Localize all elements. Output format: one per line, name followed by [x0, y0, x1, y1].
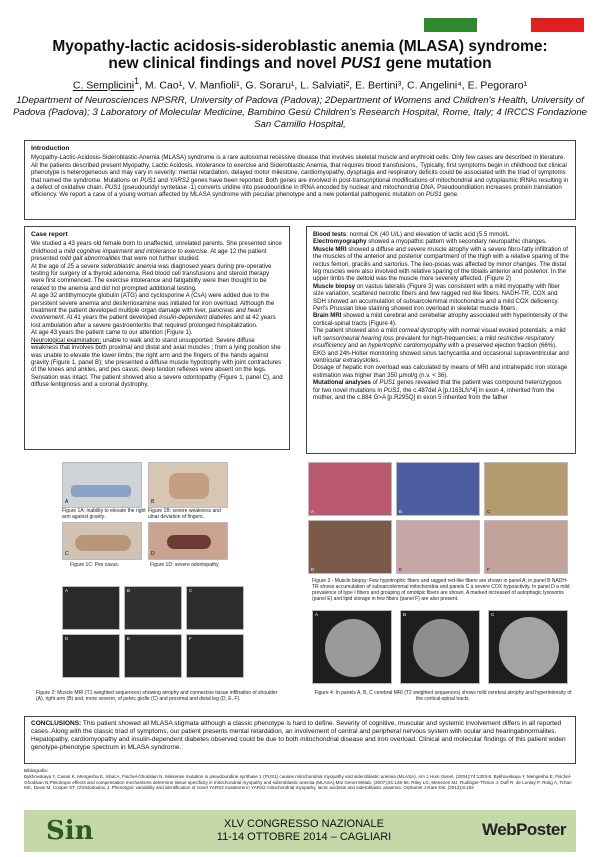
webposter-logo: WebPoster [482, 820, 566, 839]
brain-mri-panel-a: A [312, 610, 392, 684]
brain-mri-panel-c: C [488, 610, 568, 684]
figure-1d-caption: Figure 1D: severe odontopathy [150, 562, 219, 568]
biopsy-panel-c: C [484, 462, 568, 516]
figure-4-caption: Figure 4: In panels A, B, C cerebral MRI (T2 weighted sequences) shows mild cerebral atrophy and hyperintensity of the cortical-spinal tracts. [314, 690, 572, 702]
affiliations: 1Department of Neurosciences NPSRR, University of Padova (Padova); 2Department of Womens and Children's Health, University of Padova (Padova); 3 Laboratory of Molecular Medicine, Bambino Gesù Children's Research Hospital, Rome, Italy; 4 IRCCS Fondazione San Camillo Hospital, [12, 95, 587, 130]
figure-1c-caption: Figure 1C: Pes cavus. [70, 562, 120, 568]
case-report-section: Case report We studied a 43 years old female born to unaffected, unrelated parents. She presented since childhood a mild cognitive impairment and intolerance to exercise. At age 12 the patient presented mild gait abnormalities that were not further studied. At the age of 25 a severe sideroblastic anemia was diagnosed years during pre-operative testing for surgery of a thyroid adenoma. Red blood cell transfusions and steroid therapy were first commenced. The exercise intolerance and fatigability were then thought to be related to the anemia and did not prompted additional testing. At age 32 antithymocyte globulin (ATG) and cyclosporine A (CsA) were added due to the persistent severe anemia and desferrioxamine was initiated for iron overload. Although the treatment the patient developed multiple organ damage with liver, pancreas and heart involvement. At 41 years the patient developed insulin-dependent diabetes and at 42 years lost ambulation after a severe gastroenteritis that required prolonged hospitalization. At age 43 years the patient came to our attention (Figure 1). Neurological examination: unable to walk and to stand unsupported. Severe diffuse weakness that involves both proximal and distal and axial muscles ; from a lying position she was unable to elevate the lower limbs; the right arm and the fingers of the hands against gravity (Figure 1, panel B); she presented a diffuse muscle hypotrophy with joint contractures of the knees and ankles, and pes cavus; deep tendon reflexes were absent on the legs. Sensation was intact. The patient showed also a severe odontopathy (Figure 1, panel C), and diffuse lentiginosis and a coronal dystrophy. [24, 226, 290, 450]
biopsy-panel-f: F [484, 520, 568, 574]
flag-green [424, 18, 477, 32]
biopsy-panel-d: D [308, 520, 392, 574]
figure-1d-photo: D [148, 522, 228, 560]
flag-red [531, 18, 584, 32]
introduction-section: Introduction Myopathy-Lactic-Acidosis-Sideroblastic-Anemia (MLASA) syndrome is a rare autosomal recessive disease that involves skeletal muscle and erythroid cells. Only few cases are described in literature. All the patients described present Myopathy, Lactic Acidosis, intolerance to exercise and Sideroblastic Anemia, that requires blood transfusions,. Typically, first symptoms begin in childhood but clinical phenotype is heterogeneous and may vary in severity: mental retardation, delayed motor milestone, cardiomyopathy, dysphagia and respiratory deficits could be associated with the triad of symptoms that named the syndrome. Mutations on PUS1 and YARS2 genes have been reported. Both genes are involved in post-transcriptional modifications of mitochondrial and cytoplasmic tRNAs resulting in a defect of oxidative chain. PUS1 (pseudouridyl syntetase -1) converts uridine into pseudouridine in tRNA encoded by nuclear and mitochondrial DNA. Pseudouridilation increases protein translation efficiency. We report a case of a young woman affected by MLASA syndrome with peculiar phenotype and a new potential pathogenic mutation on PUS1 gene. [24, 140, 576, 220]
figure-1c-photo: C [62, 522, 142, 560]
authors: C. Semplicini$^1$, M. Cao¹, V. Manfioli¹, G. Soraru¹, L. Salviati², E. Bertini³, C. Angelini⁴, E. Pegoraro¹ [72, 76, 528, 92]
mri-panel-e: E [124, 634, 182, 678]
congress-info: XLV CONGRESSO NAZIONALE 11-14 OTTOBRE 2014 – CAGLIARI [216, 818, 392, 843]
sin-logo: Sin [46, 816, 94, 846]
italian-flag [424, 18, 584, 32]
mri-panel-d: D [62, 634, 120, 678]
mri-panel-c: C [186, 586, 244, 630]
conclusions-section: CONCLUSIONS: This patient showed all MLASA stigmata although a classic phenotype is hard to define. Severity of cognitive, muscular and systemic involvement differs in all reported cases. Along with the classic triad of symptoms, our patient presents mental retardation, an involvement of central and peripheral nervous system with ocular and hearingabnormalites. Hepatopathy, cardiomyopathy and insulin-dependent diabetes observed could be due to both mitochondrial disease and iron overload. Clinical and molecular findings of this patient widen genotype-phenotype spectrum in MLASA syndrome. [24, 716, 576, 764]
bibliography: Bibliografia: Bykhovskaya Y, Casas K, Mengesha E, Inbal A, Fischel-Ghodsian N. Missense mutation in pseudouridine synthase 1 (PUS1) causes mitochondrial myopathy and sideroblastic anemia (MLASA). Am J Hum Genet. (2004);74:1303-8. Bykhovskaya Y, Mengesha E, Fischel-Ghodsian N.Pleiotropic effects and compensation mechanisms determine tissue specificity in mitochondrial myopathy and sideroblastic anemia (MLASA).Mol Genet Metab. (2007);91:148-56. Riley LG, Menezes MJ, Rudinger-Thirion J, Duff R, de Lonlay P, Rotig A, Tchan MC, Davis M, Cooper ST, Christodoulou J. Phenotypic variability and identification of novel YARS2 mutations in YARS2 mitochondrial myopathy, lactic acidosis and sideroblastic anaemia. Orphanet J Rare Dis. (2013);8:193 [24, 768, 572, 791]
findings-section: Blood tests: normal CK (40 U/L) and elevation of lactic acid (5.5 mmol/L Electromyography showed a myopathic pattern with secondary neuropathic changes. Muscle MRI showed a diffuse and severe muscle atrophy with a severe fibro-fatty infiltration of the muscles of the anterior and posterior compartment of the thigh with a relative sparing of the rectus femori, gracilis and sartorius. The ileo-psoas was affected by minor changes. The distal leg muscles were also involved with relative sparing of the tibialis anterior and posterior. In the upper limbs the deltoid was the muscle more severely affected. (Figure 2) Muscle biopsy on vastus lateralis (Figure 3) was consistent with a mild myopathy with fiber size variation, scattered necrotic fibers and few ragged red like fibers. NADH-TR, COX and SDH showed an accumulation of subsarcolemmal mitochondria and a mild COX deficiency. Perl's Prussian blue staining showed iron overload in skeletal muscle fibers. Brain MRI showed a mild cerebral and cerebellar atrophy associated with hyperintensity of the cortical-spinal tracts (Figure 4). The patient showed also a mild corneal dystrophy with normal visual evoked potentials; a mild left sensorineural hearing loss prevalent for high-frequencies; a mild restrictive respiratory insufficiency and an hypertrophic cardiomyopathy with a preserved ejection fraction (66%). EKG and 24h-Holter monitoring showed sinus tachycardia and occasional supraventricular and ventricular extrasystoles. Dosage of hepatic iron overload was calculated by means of MRI and intrahepatic iron storage estimation was higher than 350 μmol/g (n.v. < 36). Mutational analyses of PUS1 genes revealed that the patient was compound heterozygous for two novel mutations in PUS1, the c.487del A [p.I163Lfs*4] in exon 4, inherited from the mother, and the c.884 G>A [p.R295Q] in exon 5 inherited from the father [306, 226, 576, 454]
footer-banner [24, 810, 576, 852]
biopsy-panel-e: E [396, 520, 480, 574]
introduction-text: Myopathy-Lactic-Acidosis-Sideroblastic-Anemia (MLASA) syndrome is a rare autosomal recessive disease that involves skeletal muscle and erythroid cells. Only few cases are described in literature. All the patients described present Myopathy, Lactic Acidosis, intolerance to exercise and Sideroblastic Anemia, that requires blood transfusions,. Typically, first symptoms begin in childhood but clinical phenotype is heterogeneous and may vary in severity: mental retardation, delayed motor milestone, cardiomyopathy, dysphagia and respiratory deficits could be associated with the triad of symptoms that named the syndrome. Mutations on PUS1 and YARS2 genes have been reported. Both genes are involved in post-transcriptional modifications of mitochondrial and cytoplasmic tRNAs resulting in a defect of oxidative chain. PUS1 (pseudouridyl syntetase -1) converts uridine into pseudouridine in tRNA encoded by nuclear and mitochondrial DNA. Pseudouridilation increases protein translation efficiency. We report a case of a young woman affected by MLASA syndrome with peculiar phenotype and a new potential pathogenic mutation on PUS1 gene. [31, 154, 569, 199]
figure-1a-caption: Figure 1A: inability to elevate the right arm against gravity. [62, 508, 146, 520]
biopsy-panel-a: A [308, 462, 392, 516]
figure-1b-caption: Figure 1B: severe weakness and ulnar deviation of fingers. [148, 508, 221, 520]
figure-2-caption: Figure 2: Muscle MRI (T1 weighted sequences) showing atrophy and connective tissue infiltration of shoulder (A), right arm (B) and, more severer, of pelvic girdle (C) and proximal and distal leg (D, E, F). [36, 690, 278, 702]
figure-3-caption: Figure 3 - Muscle biopsy: Few hypotrophic fibers and ragged red-like fibers are shown in panel A; in panel B NADH-TR shows accumulation of subsarcolemmal mitochondria and panels C a severe COX hypoactivity. In panel D a mild prevalence of type I fibers and grouping of omotipic fibers are shown. A marked increased of autophagic lysosoms (panel E) and lipid storage in few fibers (panel F) are also present. [312, 578, 570, 602]
figure-1a-photo: A [62, 462, 142, 508]
flag-white [477, 18, 530, 32]
poster-title: Myopathy-lactic acidosis-sideroblastic anemia (MLASA) syndrome: new clinical findings and novel PUS1 gene mutation [52, 38, 548, 72]
mri-panel-f: F [186, 634, 244, 678]
mri-panel-a: A [62, 586, 120, 630]
biopsy-panel-b: B [396, 462, 480, 516]
figure-1b-photo: B [148, 462, 228, 508]
brain-mri-panel-b: B [400, 610, 480, 684]
mri-panel-b: B [124, 586, 182, 630]
